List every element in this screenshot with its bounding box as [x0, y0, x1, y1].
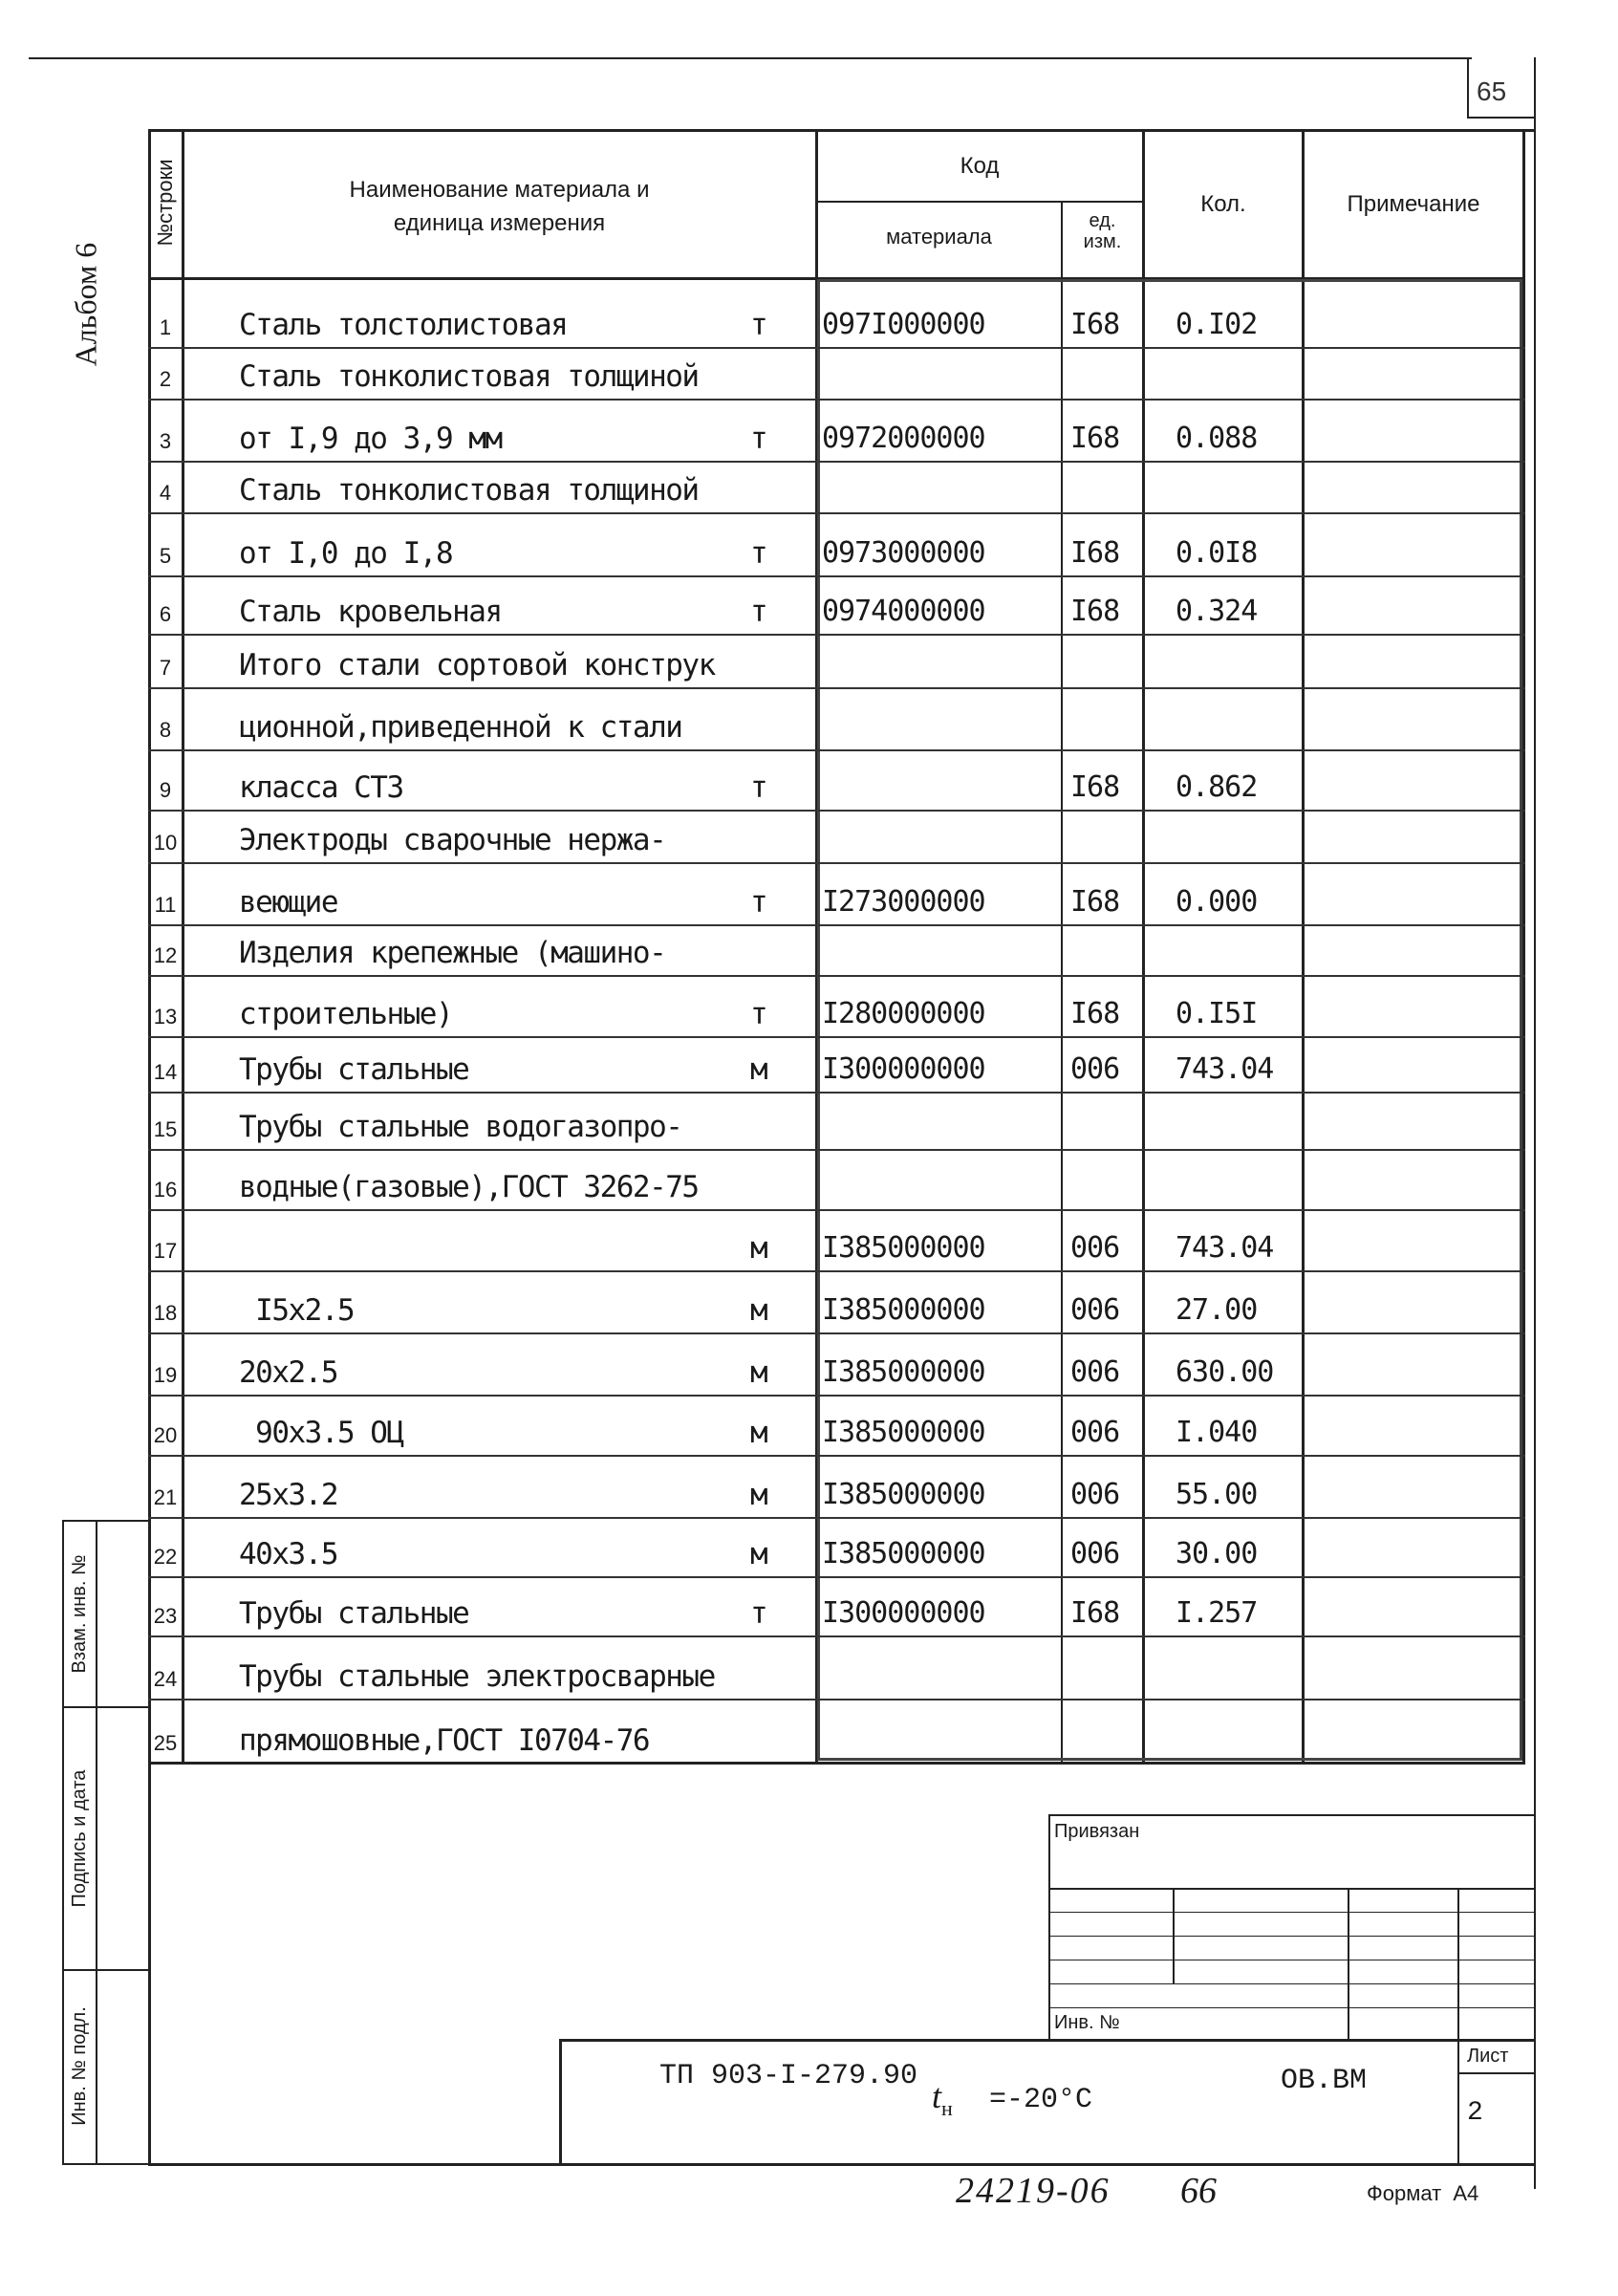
row-qty: 0.324: [1176, 595, 1258, 628]
row-unit-code: 006: [1070, 1293, 1120, 1327]
page-number-box-right: [1534, 57, 1536, 2189]
row-number: 7: [159, 656, 172, 680]
row-unit-letter: м: [750, 1052, 768, 1087]
row-number: 12: [153, 943, 178, 967]
row-unit-code: 006: [1070, 1355, 1120, 1389]
stamp-temp-symbol: t: [932, 2077, 942, 2115]
table-row: [148, 688, 1525, 750]
row-qty: 743.04: [1176, 1231, 1274, 1265]
table-row: [148, 1093, 1525, 1150]
row-unit-code: I68: [1070, 1596, 1120, 1630]
row-code: 0972000000: [822, 422, 985, 455]
row-number: 21: [153, 1485, 178, 1509]
row-qty: 0.862: [1176, 770, 1258, 804]
side-inv-sub: Инв. № подл.: [69, 2006, 90, 2126]
row-number: 8: [159, 718, 172, 742]
header-rowno-wrap: [148, 129, 183, 278]
row-name: 40x3.5: [239, 1537, 337, 1571]
table-row: [148, 1636, 1525, 1700]
row-unit-code: 006: [1070, 1231, 1120, 1265]
row-unit-letter: т: [750, 536, 768, 571]
row-unit-code: 006: [1070, 1052, 1120, 1086]
stamp-temp-sub: н: [941, 2096, 953, 2121]
table-row: [148, 1037, 1525, 1093]
row-unit-code: I68: [1070, 308, 1120, 341]
album-label-wrap: [38, 210, 124, 401]
row-name: Трубы стальные водогазопро-: [239, 1110, 682, 1144]
table-row: [148, 811, 1525, 863]
row-name: I5x2.5: [239, 1293, 355, 1328]
row-name: 20x2.5: [239, 1355, 337, 1390]
header-name-line1: Наименование материала и: [349, 177, 650, 203]
row-name: 25x3.2: [239, 1478, 337, 1512]
header-rowno: №строки: [153, 159, 177, 247]
row-code: I300000000: [822, 1052, 985, 1086]
row-number: 16: [153, 1178, 178, 1202]
row-code: I385000000: [822, 1416, 985, 1449]
row-unit-code: 006: [1070, 1416, 1120, 1449]
stamp-section: ОВ.ВМ: [1281, 2065, 1368, 2097]
header-note: Примечание: [1347, 191, 1480, 217]
table-row: [148, 1150, 1525, 1210]
row-number: 18: [153, 1301, 178, 1325]
row-qty: 0.I5I: [1176, 997, 1258, 1030]
stamp-doc-code: ТП 903-I-279.90: [659, 2060, 918, 2092]
page-number-box-bottom: [1467, 117, 1536, 119]
table-row: [148, 1456, 1525, 1518]
row-number: 24: [153, 1667, 178, 1691]
row-unit-code: I68: [1070, 536, 1120, 570]
row-unit-letter: м: [750, 1537, 768, 1571]
row-name: прямошовные,ГОСТ I0704-76: [239, 1723, 650, 1758]
table-row: [148, 1396, 1525, 1456]
row-name: Трубы стальные электросварные: [239, 1659, 715, 1694]
row-qty: 0.000: [1176, 885, 1258, 919]
row-unit-letter: м: [750, 1478, 768, 1512]
footer-handwritten-no: 24219-06: [956, 2171, 1111, 2211]
row-unit-letter: м: [750, 1231, 768, 1266]
table-row: [148, 1271, 1525, 1333]
side-box-bottom: [62, 2163, 150, 2165]
footer-format: Формат А4: [1367, 2181, 1479, 2205]
table-row: [148, 1333, 1525, 1396]
side-box-inner: [96, 1520, 97, 2165]
row-unit-code: 006: [1070, 1537, 1120, 1570]
row-number: 1: [159, 315, 172, 339]
row-number: 10: [153, 831, 178, 855]
side-sign-date: Подпись и дата: [69, 1769, 90, 1908]
row-number: 19: [153, 1363, 178, 1387]
row-name: Сталь тонколистовая толщиной: [239, 473, 699, 508]
table-row: [148, 1518, 1525, 1577]
row-unit-code: I68: [1070, 422, 1120, 455]
table-row: [148, 1700, 1525, 1764]
header-material: материала: [886, 225, 992, 249]
table-row: [148, 348, 1525, 400]
row-name: класса СТ3: [239, 770, 403, 805]
row-name: строительные): [239, 997, 453, 1031]
row-code: I385000000: [822, 1293, 985, 1327]
table-row: [148, 462, 1525, 513]
row-number: 15: [153, 1117, 178, 1141]
row-number: 23: [153, 1604, 178, 1628]
row-qty: 743.04: [1176, 1052, 1274, 1086]
row-unit-code: I68: [1070, 885, 1120, 919]
row-name: ционной,приведенной к стали: [239, 710, 682, 745]
row-code: 097I000000: [822, 308, 985, 341]
row-qty: 55.00: [1176, 1478, 1258, 1511]
side-replace-inv-wrap: [64, 1522, 96, 1706]
row-name: веющие: [239, 885, 337, 920]
header-code: Код: [960, 153, 1000, 179]
row-qty: 0.088: [1176, 422, 1258, 455]
table-row: [148, 576, 1525, 635]
table-top: [148, 129, 1534, 132]
row-name: Сталь кровельная: [239, 595, 502, 629]
row-number: 2: [159, 367, 172, 391]
row-unit-letter: т: [750, 1596, 768, 1631]
row-unit-letter: м: [750, 1293, 768, 1328]
top-rule: [29, 57, 1472, 59]
row-unit-code: 006: [1070, 1478, 1120, 1511]
row-unit-letter: т: [750, 595, 768, 629]
row-unit-letter: т: [750, 422, 768, 456]
row-name: Электроды сварочные нержа-: [239, 823, 666, 857]
row-number: 6: [159, 602, 172, 626]
row-qty: 30.00: [1176, 1537, 1258, 1570]
row-name: Итого стали сортовой конструк: [239, 648, 715, 682]
row-name: от I,0 до I,8: [239, 536, 453, 571]
side-sign-date-wrap: [64, 1708, 96, 1969]
row-unit-code: I68: [1070, 770, 1120, 804]
row-qty: 630.00: [1176, 1355, 1274, 1389]
stamp-sheet-label: Лист: [1467, 2046, 1509, 2067]
row-number: 17: [153, 1239, 178, 1263]
row-unit-letter: т: [750, 770, 768, 805]
row-code: I273000000: [822, 885, 985, 919]
row-code: I385000000: [822, 1478, 985, 1511]
header-unit-line1: ед.: [1089, 210, 1116, 231]
side-replace-inv: Взам. инв. №: [69, 1554, 90, 1674]
table-row: [148, 750, 1525, 811]
table-row: [148, 925, 1525, 976]
row-name: Трубы стальные: [239, 1052, 469, 1087]
stamp-bound: Привязан: [1054, 1821, 1140, 1842]
stamp-temp: [932, 2076, 953, 2121]
header-unit-line2: изм.: [1083, 231, 1122, 252]
header-name-line2: единица измерения: [393, 210, 606, 236]
footer-handwritten-page: 66: [1180, 2171, 1217, 2211]
row-unit-letter: м: [750, 1416, 768, 1450]
album-label: Альбом 6: [68, 242, 103, 367]
row-number: 13: [153, 1005, 178, 1029]
row-name: Трубы стальные: [239, 1596, 469, 1631]
row-number: 14: [153, 1060, 178, 1084]
page-number: 65: [1477, 76, 1507, 106]
row-name: Изделия крепежные (машино-: [239, 936, 666, 970]
row-number: 25: [153, 1731, 178, 1755]
row-unit-letter: м: [750, 1355, 768, 1390]
row-qty: 0.I02: [1176, 308, 1258, 341]
row-name: от I,9 до 3,9 мм: [239, 422, 502, 456]
table-row: [148, 1577, 1525, 1636]
table-row: [148, 400, 1525, 462]
row-qty: I.040: [1176, 1416, 1258, 1449]
row-number: 5: [159, 544, 172, 568]
header-qty: Кол.: [1200, 191, 1246, 217]
row-qty: 27.00: [1176, 1293, 1258, 1327]
row-code: I280000000: [822, 997, 985, 1030]
row-number: 9: [159, 778, 172, 802]
row-name: Сталь толстолистовая: [239, 308, 568, 342]
stamp-temp-value: =-20°С: [989, 2084, 1093, 2116]
row-unit-letter: т: [750, 885, 768, 920]
row-number: 20: [153, 1423, 178, 1447]
row-unit-code: I68: [1070, 997, 1120, 1030]
code-sub-line: [815, 201, 1145, 203]
table-row: [148, 635, 1525, 688]
row-name: водные(газовые),ГОСТ 3262-75: [239, 1170, 699, 1204]
side-inv-sub-wrap: [64, 1971, 96, 2163]
row-qty: 0.0I8: [1176, 536, 1258, 570]
row-number: 4: [159, 481, 172, 505]
row-unit-letter: т: [750, 997, 768, 1031]
row-number: 22: [153, 1545, 178, 1569]
row-qty: I.257: [1176, 1596, 1258, 1630]
row-number: 11: [154, 893, 177, 917]
row-code: I385000000: [822, 1355, 985, 1389]
row-name: Сталь тонколистовая толщиной: [239, 359, 699, 394]
table-row: [148, 513, 1525, 576]
table-row: [148, 1210, 1525, 1271]
row-name: 90x3.5 ОЦ: [239, 1416, 403, 1450]
row-code: I385000000: [822, 1231, 985, 1265]
row-code: 0973000000: [822, 536, 985, 570]
table-row: [148, 279, 1525, 348]
table-row: [148, 863, 1525, 925]
row-code: I300000000: [822, 1596, 985, 1630]
page-number-box-left: [1467, 57, 1469, 119]
row-unit-code: I68: [1070, 595, 1120, 628]
row-unit-letter: т: [750, 308, 768, 342]
stamp-inv-no: Инв. №: [1054, 2012, 1120, 2033]
row-number: 3: [159, 429, 172, 453]
table-row: [148, 976, 1525, 1037]
stamp-sheet-no: 2: [1467, 2098, 1483, 2128]
row-code: I385000000: [822, 1537, 985, 1570]
row-code: 0974000000: [822, 595, 985, 628]
